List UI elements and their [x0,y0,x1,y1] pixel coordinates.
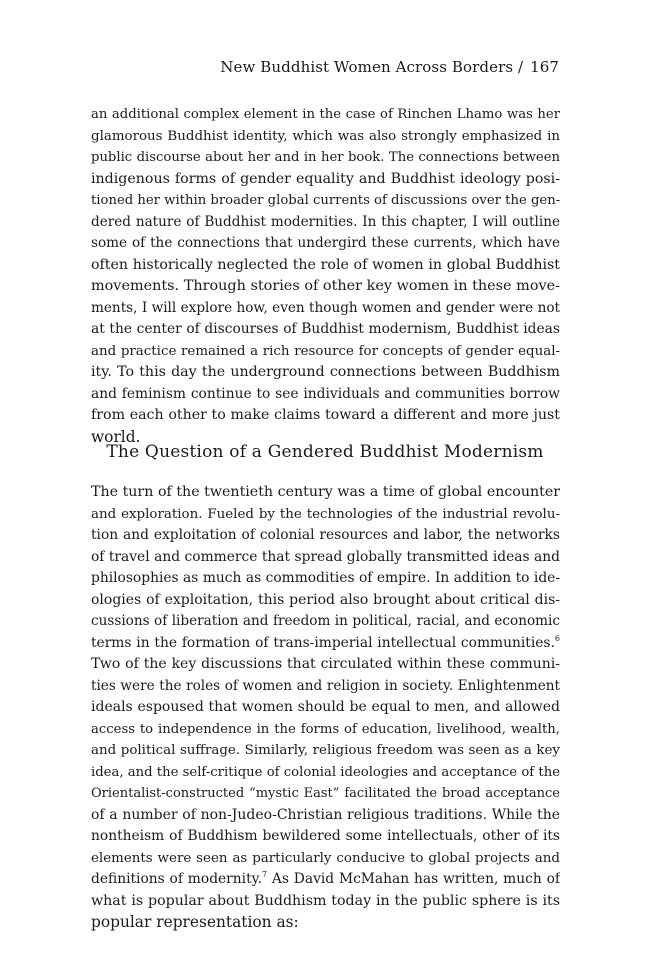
text-line: at the center of discourses of Buddhist modernism, Buddhist ideas [91,321,560,337]
text-line: tion and exploitation of colonial resources and labor, the networks [91,527,560,543]
text-line: public discourse about her and in her book. The connections between [91,150,560,165]
paragraph-continuation [91,104,560,448]
text-line: ity. To this day the underground connections between Buddhism [91,364,560,380]
text-line: glamorous Buddhist identity, which was also strongly emphasized in [91,128,560,144]
text-line: idea, and the self-critique of colonial ideologies and acceptance of the [91,764,560,780]
section-heading: The Question of a Gendered Buddhist Modernism [106,442,544,462]
text-line: philosophies as much as commodities of empire. In addition to ide- [91,570,560,586]
text-line-with-footnote [91,633,560,655]
paragraph-body [91,482,560,934]
page-number: 167 [530,58,559,76]
running-title: New Buddhist Women Across Borders [220,58,514,76]
text-line: of travel and commerce that spread globally transmitted ideas and [91,548,560,565]
text-line: The turn of the twentieth century was a time of global encounter [91,484,560,500]
text-line: ologies of exploitation, this period also brought about critical dis- [91,591,560,608]
text-line: popular representation as: [91,913,299,931]
text-line: ties were the roles of women and religion in society. Enlightenment [91,677,560,694]
footnote-marker-7[interactable]: 7 [261,870,268,879]
text-line: an additional complex element in the case of Rinchen Lhamo was her [91,107,560,122]
text-line: tioned her within broader global currents of discussions over the gen- [91,193,560,208]
running-head [220,58,559,76]
text-line: some of the connections that undergird these currents, which have [91,235,560,251]
text-line: dered nature of Buddhist modernities. In this chapter, I will outline [91,213,560,230]
text-line: nontheism of Buddhism bewildered some intellectuals, other of its [91,828,560,844]
text-line: and exploration. Fueled by the technologies of the industrial revolu- [91,506,560,522]
text-line: and practice remained a rich resource for concepts of gender equal- [91,343,560,359]
text-line: cussions of liberation and freedom in political, racial, and economic [91,613,560,629]
line-text: definitions of modernity. [91,871,262,887]
text-line: elements were seen as particularly conducive to global projects and [91,850,560,866]
text-line: indigenous forms of gender equality and Buddhist ideology posi- [91,170,560,187]
text-line: ideals espoused that women should be equal to men, and allowed [91,699,560,715]
text-line: access to independence in the forms of education, livelihood, wealth, [91,721,560,737]
text-line: what is popular about Buddhism today in the public sphere is its [91,892,560,909]
text-line-with-footnote [91,869,560,891]
line-text: terms in the formation of trans-imperial intellectual communities. [91,634,555,651]
text-line: and political suffrage. Similarly, religious freedom was seen as a key [91,743,560,758]
text-line: often historically neglected the role of women in global Buddhist [91,256,560,273]
text-line: ments, I will explore how, even though women and gender were not [91,299,560,316]
text-line: world. [91,427,141,446]
text-line: of a number of non-Judeo-Christian religious traditions. While the [91,806,560,823]
footnote-marker-6[interactable]: 6 [554,633,560,643]
text-line: Two of the key discussions that circulated within these communi- [91,656,560,672]
running-head-separator: / [518,58,524,76]
text-line: from each other to make claims toward a different and more just [91,407,560,423]
text-line: Orientalist-constructed “mystic East” facilitated the broad acceptance [91,786,560,801]
line-text: As David McMahan has written, much of [267,871,560,887]
text-line: movements. Through stories of other key women in these move- [91,278,560,294]
text-line: and feminism continue to see individuals and communities borrow [91,385,560,402]
